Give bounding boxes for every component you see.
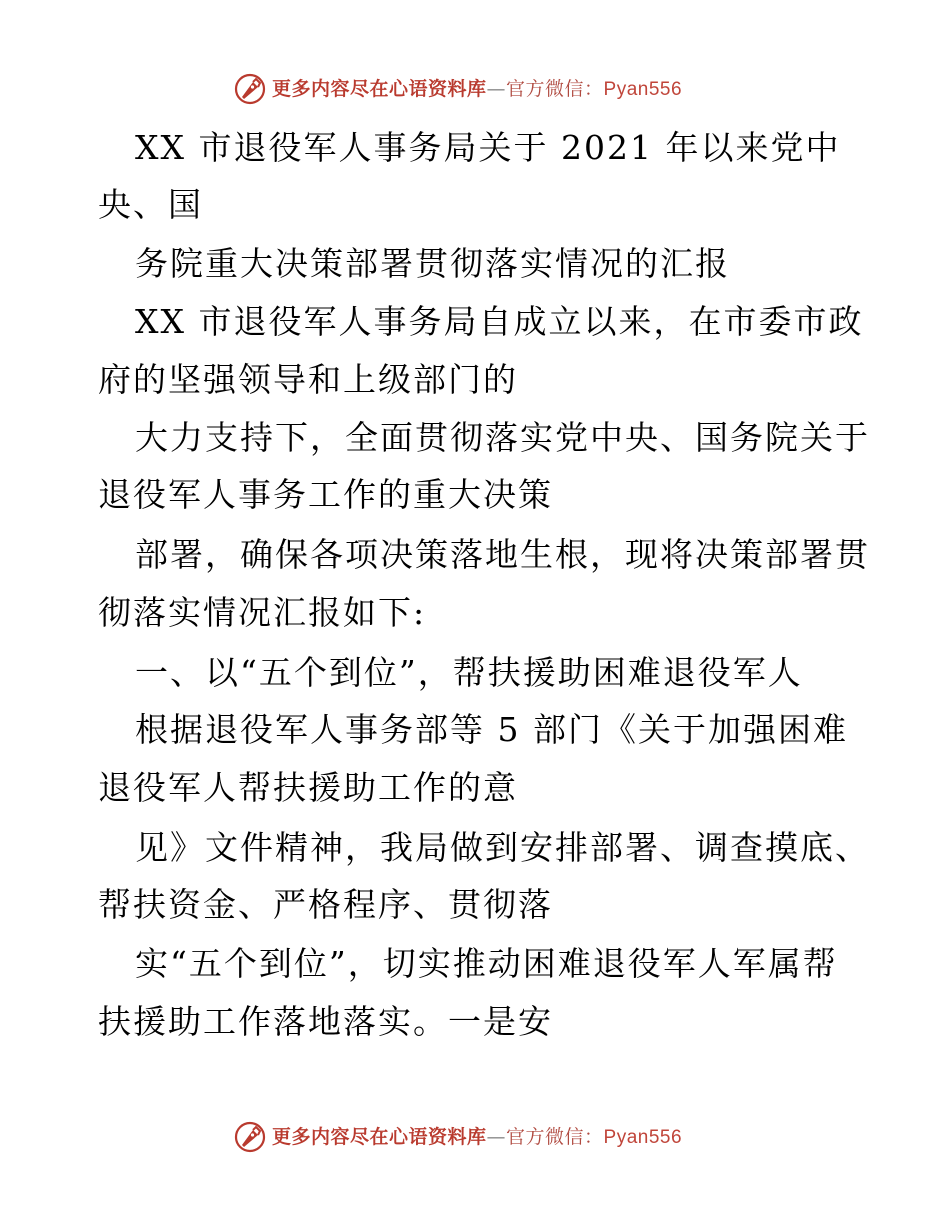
pen-nib-logo-icon xyxy=(233,72,267,106)
paragraph-line: 大力支持下，全面贯彻落实党中央、国务院关于 xyxy=(135,418,870,457)
paragraph-line: 府的坚强领导和上级部门的 xyxy=(98,360,518,399)
watermark-label: 官方微信： xyxy=(506,78,604,100)
document-title-line-3: 务院重大决策部署贯彻落实情况的汇报 xyxy=(135,244,730,283)
section-heading-1: 一、以“五个到位”，帮扶援助困难退役军人 xyxy=(135,653,803,692)
paragraph-line: XX 市退役军人事务局自成立以来，在市委市政 xyxy=(135,302,864,341)
paragraph-line: 见》文件精神，我局做到安排部署、调查摸底、 xyxy=(135,828,870,867)
pen-nib-logo-icon xyxy=(233,1120,267,1154)
footer-watermark xyxy=(0,1118,950,1158)
paragraph-line: 实“五个到位”，切实推动困难退役军人军属帮 xyxy=(135,944,838,983)
watermark-wechat-id: Pyan556 xyxy=(603,1127,683,1148)
paragraph-line: 部署，确保各项决策落地生根，现将决策部署贯 xyxy=(135,535,870,574)
watermark-label: 官方微信： xyxy=(506,1126,604,1148)
watermark-text xyxy=(272,76,682,103)
header-watermark xyxy=(0,70,950,110)
paragraph-line: 彻落实情况汇报如下: xyxy=(98,593,427,632)
paragraph-line: 退役军人事务工作的重大决策 xyxy=(98,475,553,514)
watermark-separator: — xyxy=(486,78,507,100)
paragraph-line: 退役军人帮扶援助工作的意 xyxy=(98,768,518,807)
document-title-line-2: 央、国 xyxy=(98,185,203,224)
document-title-line-1: XX 市退役军人事务局关于 2021 年以来党中 xyxy=(135,128,841,167)
paragraph-line: 根据退役军人事务部等 5 部门《关于加强困难 xyxy=(135,710,848,749)
watermark-brand: 更多内容尽在心语资料库 xyxy=(272,78,487,100)
paragraph-line: 帮扶资金、严格程序、贯彻落 xyxy=(98,885,553,924)
watermark-separator: — xyxy=(486,1126,507,1148)
watermark-text xyxy=(272,1124,682,1151)
paragraph-line: 扶援助工作落地落实。一是安 xyxy=(98,1002,553,1041)
watermark-wechat-id: Pyan556 xyxy=(603,79,683,100)
watermark-brand: 更多内容尽在心语资料库 xyxy=(272,1126,487,1148)
